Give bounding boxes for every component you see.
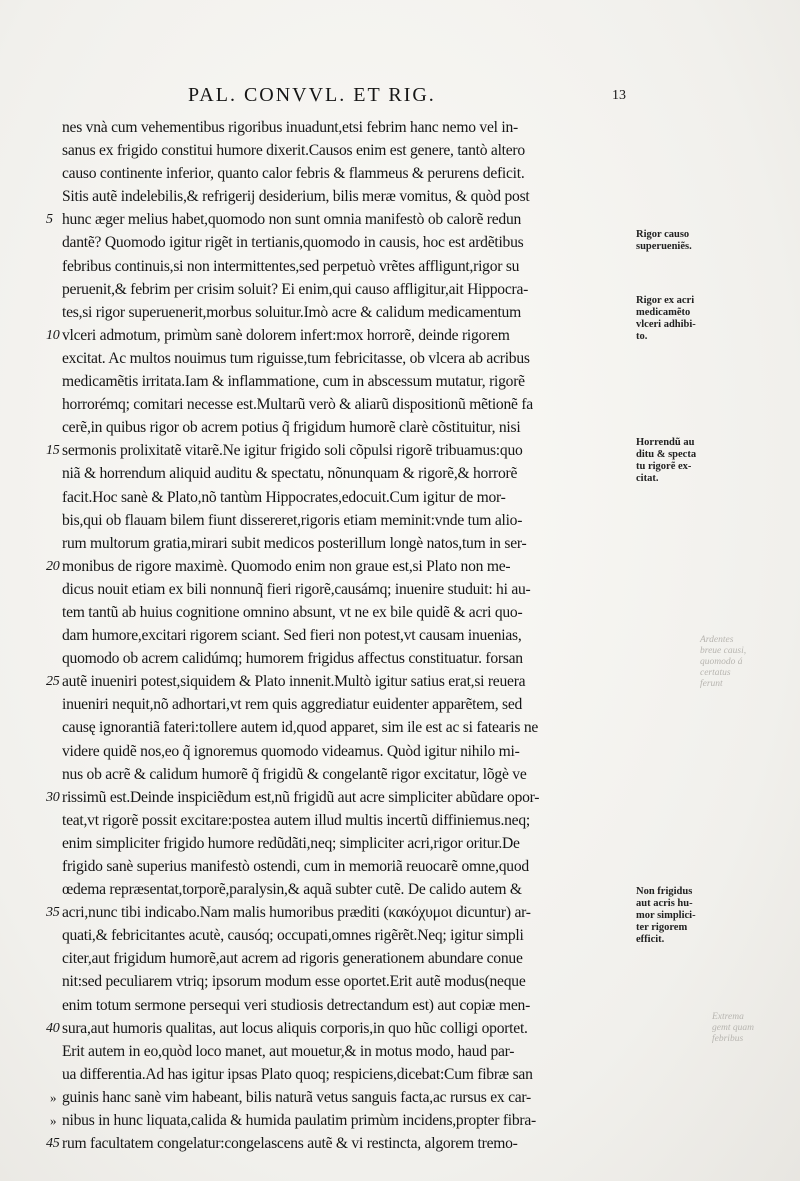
show-through-line: Ardentes	[700, 635, 734, 645]
text-line	[62, 624, 630, 647]
line-text: nibus in hunc liquata,calida & humida paulatim primùm incidens,propter fibra-	[62, 1112, 536, 1130]
text-line	[62, 185, 630, 208]
line-text: enim simpliciter frigido humore redũdãti,neq; simpliciter acri,rigor oritur.De	[62, 834, 520, 852]
show-through-note	[712, 1012, 754, 1045]
text-line	[46, 324, 630, 347]
line-text: autẽ inueniri potest,siquidem & Plato innenit.Multò igitur satius erat,si reuera	[62, 673, 526, 691]
text-line	[62, 578, 630, 601]
line-text: bis,qui ob flauam bilem fiunt dissereret,rigoris etiam meminit:vnde tum alio-	[62, 511, 523, 529]
line-text: œdema repræsentat,torporẽ,paralysin,& aquã subter cutẽ. De calido autem &	[62, 881, 522, 899]
line-text: tes,si rigor superuenerit,morbus soluitur.Imò acre & calidum medicamentum	[62, 303, 521, 321]
show-through-note	[700, 635, 746, 690]
show-through-line: febribus	[712, 1034, 744, 1044]
line-number: 15	[46, 443, 60, 459]
line-text: cerẽ,in quibus rigor ob acrem potius q̃ frigidum humorẽ clarè cõstituitur, nisi	[62, 419, 521, 437]
line-number: 35	[46, 905, 60, 921]
text-line	[62, 278, 630, 301]
line-text: nit:sed peculiarem vtriq; ipsorum modum esse oportet.Erit autẽ modus(neque	[62, 973, 526, 991]
line-text: rum multorum gratia,mirari subit medicos posterillum longè natos,tum in ser-	[62, 534, 527, 552]
text-line	[62, 532, 630, 555]
line-text: citer,aut frigidum humorẽ,aut acrem ad rigoris generationem abundare conue	[62, 950, 523, 968]
side-note-line: aut acris hu-	[636, 898, 693, 909]
text-line	[62, 509, 630, 532]
show-through-line: ferunt	[700, 679, 723, 689]
text-line	[62, 716, 630, 739]
line-text: medicamẽtis irritata.Iam & inflammatione, cum in abscessum mutatur, rigorẽ	[62, 373, 525, 391]
side-note-line: Horrendũ au	[636, 437, 695, 448]
text-line	[46, 670, 630, 693]
text-line	[62, 347, 630, 370]
quotation-mark: »	[50, 1113, 57, 1129]
text-line	[62, 1040, 630, 1063]
text-line	[62, 462, 630, 485]
side-note-horrendum	[636, 437, 736, 485]
line-text: enim totum sermone persequi veri studiosis detrectandum est) aut copiæ men-	[62, 996, 531, 1014]
side-note-line: Rigor ex acri	[636, 295, 695, 306]
text-line	[62, 947, 630, 970]
text-line	[62, 693, 630, 716]
side-note-rigor-causo	[636, 229, 736, 253]
show-through-line: quomodo á	[700, 657, 743, 667]
line-number: 10	[46, 327, 60, 343]
side-note-line: to.	[636, 331, 648, 342]
side-note-line: superueniẽs.	[636, 241, 692, 252]
line-text: excitat. Ac multos nouimus tum riguisse,tum febricitasse, ob vlcera ab acribus	[62, 349, 530, 367]
line-number: 45	[46, 1136, 60, 1152]
line-number: 30	[46, 789, 60, 805]
text-line	[62, 809, 630, 832]
text-line	[46, 208, 630, 231]
text-line	[46, 1017, 630, 1040]
line-text: sanus ex frigido constitui humore dixerit.Causos enim est genere, tantò altero	[62, 142, 525, 160]
text-line	[62, 924, 630, 947]
line-text: niã & horrendum aliquid auditu & spectatu, nõnunquam & rigorẽ,& horrorẽ	[62, 465, 518, 483]
text-line	[62, 231, 630, 254]
line-text: Erit autem in eo,quòd loco manet, aut mouetur,& in motus modo, haud par-	[62, 1042, 515, 1060]
show-through-line: Extrema	[712, 1012, 744, 1022]
main-text-block	[46, 116, 630, 1155]
side-note-line: ditu & specta	[636, 449, 697, 460]
line-number: 20	[46, 558, 60, 574]
line-text: nus ob acrẽ & calidum humorẽ q̃ frigidũ & congelantẽ rigor excitatur, lõgè ve	[62, 765, 527, 783]
text-line	[50, 1086, 630, 1109]
line-text: quati,& febricitantes acutè, causóq; occupati,omnes rigẽrẽt.Neq; igitur simpli	[62, 927, 524, 945]
text-line	[46, 901, 630, 924]
text-line	[62, 740, 630, 763]
side-note-line: ter rigorem	[636, 922, 688, 933]
text-line	[46, 555, 630, 578]
show-through-line: breue causi,	[700, 646, 747, 656]
side-note-non-frigidus	[636, 886, 736, 946]
quotation-mark: »	[50, 1089, 57, 1105]
line-text: nes vnà cum vehementibus rigoribus inuadunt,etsi febrim hanc nemo vel in-	[62, 119, 518, 136]
show-through-line: certatus	[700, 668, 731, 678]
text-line	[62, 255, 630, 278]
side-note-line: citat.	[636, 473, 659, 484]
line-text: ua differentia.Ad has igitur ipsas Plato quoq; respiciens,dicebat:Cum fibræ san	[62, 1065, 533, 1083]
side-note-rigor-ex-acri	[636, 295, 736, 343]
line-text: peruenit,& febrim per crisim soluit? Ei enim,qui causo affligitur,ait Hippocra-	[62, 280, 529, 298]
line-text: quomodo ob acrem calidúmq; humorem frigidus affectus constituatur. forsan	[62, 650, 523, 668]
text-line	[62, 139, 630, 162]
line-text: vlceri admotum, primùm sanè dolorem infert:mox horrorẽ, deinde rigorem	[62, 326, 510, 344]
page-number: 13	[612, 88, 626, 103]
text-line	[62, 116, 630, 139]
text-line	[62, 601, 630, 624]
text-line	[62, 416, 630, 439]
line-text: dam humore,excitari rigorem sciant. Sed fieri non potest,vt causam inuenias,	[62, 627, 522, 645]
side-note-line: efficit.	[636, 934, 665, 945]
line-text: facit.Hoc sanè & Plato,nõ tantùm Hippocrates,edocuit.Cum igitur de mor-	[62, 488, 506, 506]
text-line	[62, 763, 630, 786]
text-line	[62, 393, 630, 416]
line-number: 5	[46, 212, 53, 228]
line-text: tem tantũ ab huius cognitione omnino absunt, vt ne ex bile quidẽ & acri quo-	[62, 603, 523, 621]
line-text: videre quidẽ nos,eo q̃ ignoremus quomodo videamus. Quòd igitur nihilo mi-	[62, 742, 520, 760]
text-line	[62, 486, 630, 509]
side-note-line: mor simplici-	[636, 910, 696, 921]
line-text: acri,nunc tibi indicabo.Nam malis humoribus præditi (κακόχυμοι dicuntur) ar-	[62, 904, 531, 922]
line-text: frigido sanè superius manifestò ostendi, cum in memoriã reuocarẽ omne,quod	[62, 858, 529, 875]
text-line	[62, 878, 630, 901]
line-number: 25	[46, 674, 60, 690]
line-text: dicus nouit etiam ex bili nonnunq̃ fieri rigorẽ,causámq; inuenire studuit: hi au-	[62, 580, 531, 598]
line-text: rissimũ est.Deinde inspiciẽdum est,nũ frigidũ aut acre simpliciter abũdare opor-	[62, 788, 540, 806]
line-text: horrorémq; comitari necesse est.Multarũ verò & aliarũ dispositionũ mẽtionẽ fa	[62, 396, 533, 414]
line-text: sermonis prolixitatẽ vitarẽ.Ne igitur frigido soli cõpulsi rigorẽ tribuamus:quo	[62, 442, 523, 460]
text-line	[46, 786, 630, 809]
text-line	[46, 439, 630, 462]
text-line	[50, 1109, 630, 1132]
text-line	[62, 970, 630, 993]
line-text: febribus continuis,si non intermittentes,sed perpetuò vrẽtes affligunt,rigor su	[62, 257, 520, 275]
text-line	[46, 1132, 630, 1155]
text-line	[62, 301, 630, 324]
side-note-line: vlceri adhibi-	[636, 319, 696, 330]
text-line	[62, 647, 630, 670]
line-text: inueniri nequit,nõ adhortari,vt rem quis aggrediatur euidenter apparẽtem, sed	[62, 696, 523, 714]
line-text: monibus de rigore maximè. Quomodo enim non graue est,si Plato non me-	[62, 557, 511, 575]
line-text: rum facultatem congelatur:congelascens autẽ & vi restincta, algorem tremo-	[62, 1135, 518, 1153]
show-through-line: gemt quam	[712, 1023, 754, 1033]
line-text: teat,vt rigorẽ possit excitare:postea autem illud multis incertũ diffiniemus.neq;	[62, 811, 530, 829]
side-note-line: Non frigidus	[636, 886, 693, 897]
running-head: PAL. CONVVL. ET RIG.	[188, 84, 436, 106]
side-note-line: Rigor causo	[636, 229, 690, 240]
text-line	[62, 832, 630, 855]
text-line	[62, 855, 630, 878]
line-text: dantẽ? Quomodo igitur rigẽt in tertianis,quomodo in causis, hoc est ardẽtibus	[62, 234, 524, 252]
line-text: hunc æger melius habet,quomodo non sunt omnia manifestò ob calorẽ redun	[62, 211, 522, 229]
line-text: Sitis autẽ indelebilis,& refrigerij desiderium, bilis meræ vomitus, & quòd post	[62, 188, 530, 206]
line-text: causę ignorantiã fateri:tollere autem id,quod apparet, sim ile est ac si fatearis ne	[62, 719, 539, 737]
text-line	[62, 994, 630, 1017]
side-note-line: tu rigorẽ ex-	[636, 461, 692, 472]
text-line	[62, 370, 630, 393]
text-line	[62, 162, 630, 185]
line-text: guinis hanc sanè vim habeant, bilis naturã vetus sanguis facta,ac rursus ex car-	[62, 1088, 531, 1106]
line-text: sura,aut humoris qualitas, aut locus aliquis corporis,in quo hũc colligi oportet.	[62, 1019, 528, 1037]
side-note-line: medicamẽto	[636, 307, 691, 318]
line-number: 40	[46, 1020, 60, 1036]
line-text: causo continente inferior, quanto calor febris & flammeus & perurens deficit.	[62, 165, 525, 183]
text-line	[62, 1063, 630, 1086]
